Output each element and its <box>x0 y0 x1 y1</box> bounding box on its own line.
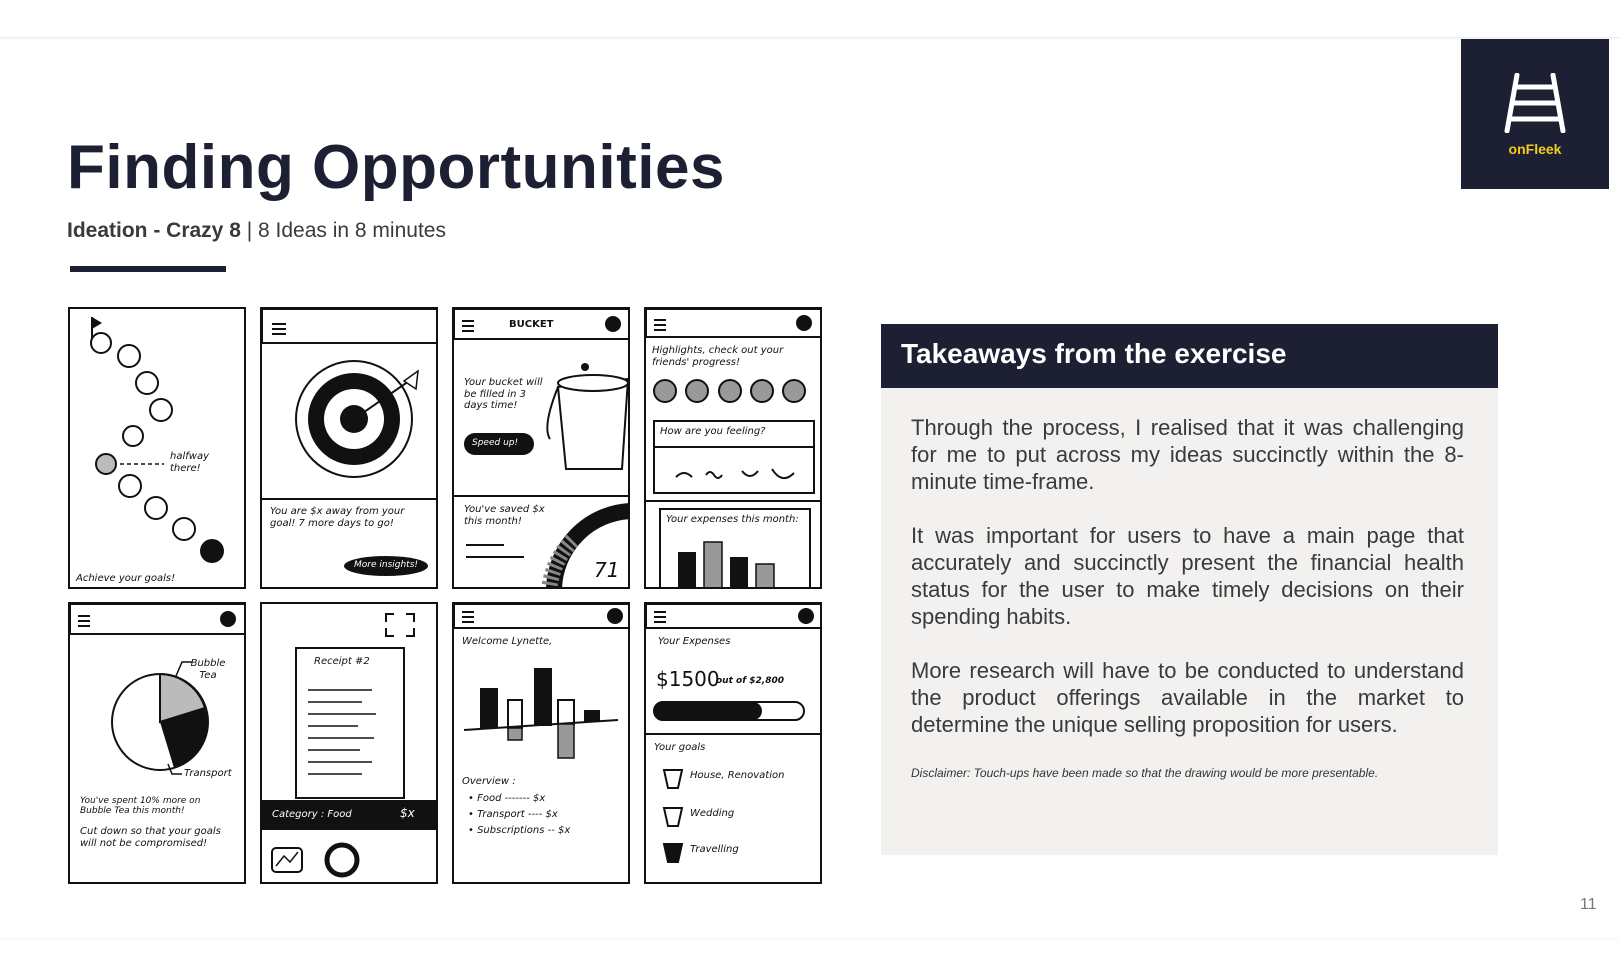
overview-subscriptions: • Subscriptions -- $x <box>468 825 571 836</box>
page-title: Finding Opportunities <box>67 133 725 202</box>
goal-path-drawing <box>70 309 246 589</box>
saved-text: You've saved $x this month! <box>464 504 545 527</box>
expenses-of-total: out of $2,800 <box>716 676 784 686</box>
overview-transport: • Transport ---- $x <box>468 809 558 820</box>
page-subtitle <box>67 219 446 243</box>
goal-wedding: Wedding <box>690 808 735 819</box>
target-drawing <box>262 309 438 589</box>
receipt-title: Receipt #2 <box>314 656 370 667</box>
ladder-icon <box>1503 73 1567 133</box>
speed-up-button: Speed up! <box>472 438 519 448</box>
goal-distance-text: You are $x away from your goal! 7 more days to go! <box>270 506 405 529</box>
achieve-goals-label: Achieve your goals! <box>76 573 176 584</box>
sketch-pie-chart <box>68 602 246 884</box>
sketch-bucket <box>452 307 630 589</box>
bottom-bar <box>0 940 1620 978</box>
sketch-receipt-scan <box>260 602 438 884</box>
takeaways-heading: Takeaways from the exercise <box>881 324 1498 388</box>
cut-down-text: Cut down so that your goals will not be compromised! <box>80 826 221 849</box>
sketch-target <box>260 307 438 589</box>
welcome-text: Welcome Lynette, <box>462 636 553 647</box>
takeaway-paragraph-1: Through the process, I realised that it was challenging for me to put across my ideas succinctly within the 8-minute time-frame. <box>911 415 1464 494</box>
how-feeling-text: How are you feeling? <box>660 426 766 437</box>
category-amount: $x <box>400 806 415 820</box>
bubble-tea-label: Bubble Tea <box>190 658 226 681</box>
logo-text: onFleek <box>1508 141 1562 157</box>
spent-more-text: You've spent 10% more on Bubble Tea this month! <box>80 796 201 817</box>
sketch-friends-progress <box>644 307 822 589</box>
receipt-drawing <box>262 604 438 884</box>
expenses-amount: $1500 <box>656 667 720 691</box>
subtitle-rest: | 8 Ideas in 8 minutes <box>240 219 446 242</box>
transport-label: Transport <box>184 768 232 779</box>
overview-food: • Food ------- $x <box>468 793 546 804</box>
halfway-label: halfway there! <box>170 451 209 474</box>
title-underline <box>70 266 226 272</box>
goal-travelling: Travelling <box>690 844 739 855</box>
takeaway-paragraph-3: More research will have to be conducted to understand the product offerings available in the market to determine the unique selling proposition for users. <box>911 658 1464 737</box>
expenses-month-text: Your expenses this month: <box>666 514 799 525</box>
subtitle-bold: Ideation - Crazy 8 <box>67 219 241 242</box>
overview-label: Overview : <box>462 776 516 787</box>
takeaway-paragraph-2: It was important for users to have a main page that accurately and succinctly present the financial health status for the user to make timely decisions on their spending habits. <box>911 523 1464 629</box>
sketch-goal-path <box>68 307 246 589</box>
your-expenses-title: Your Expenses <box>658 636 731 647</box>
takeaways-panel <box>881 388 1498 855</box>
top-bar <box>0 0 1620 38</box>
page-number: 11 <box>1580 896 1597 913</box>
disclaimer-text: Disclaimer: Touch-ups have been made so that the drawing would be more presentable. <box>911 766 1379 780</box>
your-goals-label: Your goals <box>654 742 706 753</box>
friends-highlights-text: Highlights, check out your friends' progress! <box>652 345 784 368</box>
gauge-value: 71 <box>594 558 620 582</box>
category-text: Category : Food <box>272 809 352 820</box>
more-insights-button: More insights! <box>354 560 419 570</box>
bucket-header: BUCKET <box>509 319 554 330</box>
bucket-drawing <box>454 309 630 589</box>
goal-house: House, Renovation <box>690 770 785 781</box>
sketch-expenses-goals <box>644 602 822 884</box>
bucket-text: Your bucket will be filled in 3 days time! <box>464 377 543 411</box>
brand-logo <box>1461 39 1609 189</box>
sketch-overview <box>452 602 630 884</box>
